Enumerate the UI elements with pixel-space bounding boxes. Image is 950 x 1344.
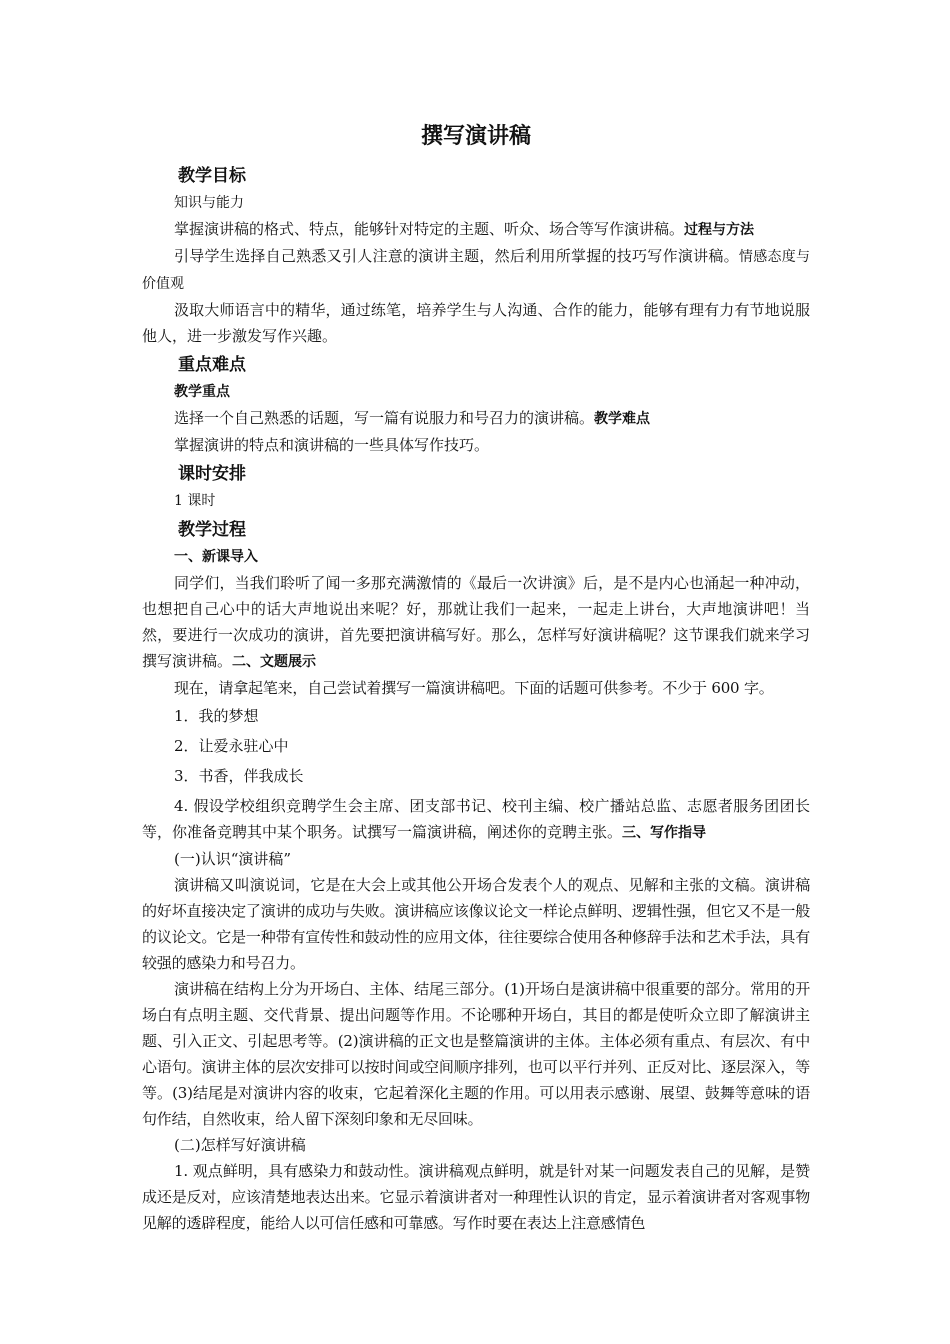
list-item (142, 793, 810, 846)
subheading-process-method: 过程与方法 (684, 222, 755, 238)
subheading-teaching-focus: 教学重点 (174, 384, 230, 400)
subheading-how-to-write: (二)怎样写好演讲稿 (174, 1136, 306, 1154)
section-heading-teaching-goals: 教学目标 (178, 166, 246, 186)
document-page (142, 120, 810, 1236)
list-item: 2．让爱永驻心中 (174, 737, 289, 755)
paragraph (142, 405, 810, 432)
subheading-know-speech: (一)认识“演讲稿” (174, 850, 292, 868)
paragraph (142, 216, 810, 243)
document-title: 撰写演讲稿 (420, 124, 531, 149)
paragraph (142, 570, 810, 675)
subheading-topic-display: 二、文题展示 (232, 654, 317, 670)
paragraph-text: 同学们，当我们聆听了闻一多那充满激情的《最后一次讲演》后，是不是内心也涌起一种冲动，也想把自己心中的话大声地说出来呢？好，那就让我们一起来，一起走上讲台，大声地演讲吧！当然，要进行一次成功的演讲，首先要把演讲稿写好。那么，怎样写好演讲稿呢？这节课我们就来学习撰写演讲稿。 (142, 574, 810, 670)
paragraph-text: 4. 假设学校组织竞聘学生会主席、团支部书记、校刊主编、校广播站总监、志愿者服务团团长等，你准备竞聘其中某个职务。试撰写一篇演讲稿，阐述你的竞聘主张。 (142, 797, 810, 841)
paragraph: 演讲稿又叫演说词，它是在大会上或其他公开场合发表个人的观点、见解和主张的文稿。演讲稿的好坏直接决定了演讲的成功与失败。演讲稿应该像议论文一样论点鲜明、逻辑性强，但它又不是一般的议论文。它是一种带有宣传性和鼓动性的应用文体，往往要综合使用各种修辞手法和艺术手法，具有较强的感染力和号召力。 (142, 876, 810, 972)
subheading-emotion-values: 情感态度与价值观 (142, 249, 810, 292)
paragraph: 1. 观点鲜明，具有感染力和鼓动性。演讲稿观点鲜明，就是针对某一问题发表自己的见解，是赞成还是反对，应该清楚地表达出来。它显示着演讲者对一种理性认识的肯定，显示着演讲者对客观事物见解的透辟程度，能给人以可信任感和可靠感。写作时要在表达上注意感情色 (142, 1162, 810, 1232)
subheading-knowledge-ability: 知识与能力 (174, 195, 244, 211)
subheading-teaching-difficulty: 教学难点 (594, 411, 651, 427)
list-item: 3．书香，伴我成长 (174, 767, 304, 785)
paragraph (142, 243, 810, 297)
section-heading-key-points: 重点难点 (178, 355, 246, 375)
list-item: 1．我的梦想 (174, 707, 259, 725)
section-heading-schedule: 课时安排 (178, 464, 246, 484)
subheading-writing-guide: 三、写作指导 (622, 825, 707, 841)
schedule-text: 1 课时 (174, 493, 216, 509)
subheading-introduction: 一、新课导入 (174, 549, 258, 565)
paragraph-text: 掌握演讲稿的格式、特点，能够针对特定的主题、听众、场合等写作演讲稿。 (174, 220, 685, 238)
paragraph: 汲取大师语言中的精华，通过练笔，培养学生与人沟通、合作的能力，能够有理有力有节地说服他人，进一步激发写作兴趣。 (142, 301, 810, 345)
paragraph: 现在，请拿起笔来，自己尝试着撰写一篇演讲稿吧。下面的话题可供参考。不少于 600 字。 (174, 679, 774, 697)
paragraph-text: 引导学生选择自己熟悉又引人注意的演讲主题，然后利用所掌握的技巧写作演讲稿。 (174, 247, 739, 265)
section-heading-teaching-process: 教学过程 (178, 520, 246, 540)
paragraph: 掌握演讲的特点和演讲稿的一些具体写作技巧。 (174, 436, 490, 454)
paragraph-text: 选择一个自己熟悉的话题，写一篇有说服力和号召力的演讲稿。 (174, 409, 595, 427)
paragraph: 演讲稿在结构上分为开场白、主体、结尾三部分。(1)开场白是演讲稿中很重要的部分。常用的开场白有点明主题、交代背景、提出问题等作用。不论哪种开场白，其目的都是使听众立即了解演讲主题、引入正文、引起思考等。(2)演讲稿的正文也是整篇演讲的主体。主体必须有重点、有层次、有中心语句。演讲主体的层次安排可以按时间或空间顺序排列，也可以平行并列、正反对比、逐层深入，等等。(3)结尾是对演讲内容的收束，它起着深化主题的作用。可以用表示感谢、展望、鼓舞等意味的语句作结，自然收束，给人留下深刻印象和无尽回味。 (142, 980, 810, 1128)
